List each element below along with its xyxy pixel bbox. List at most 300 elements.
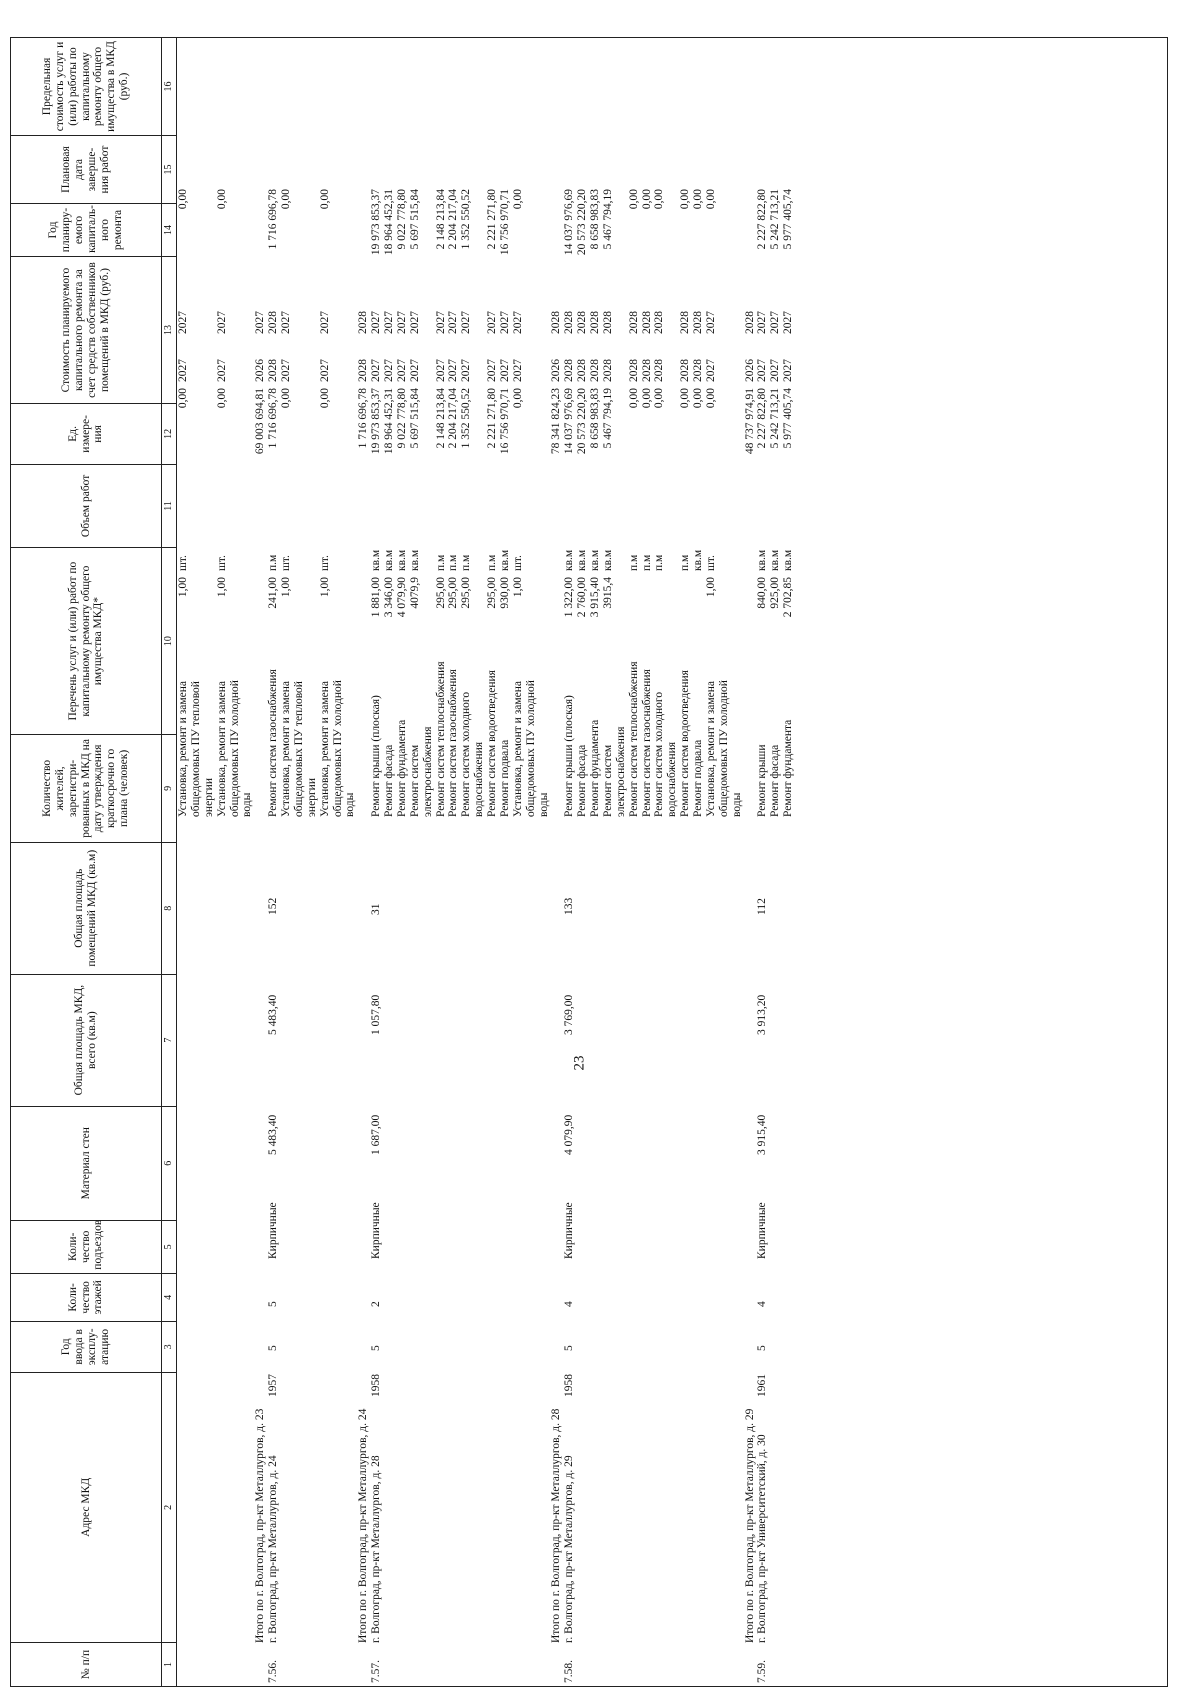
repair-year: 2027 [395,359,408,382]
table-row [653,36,679,1686]
work-unit: кв.м [370,549,383,571]
work-item: Установка, ремонт и замена общедомовых ПУ холодной воды [318,680,357,817]
completion-date: 2028 [627,311,640,334]
object-built-year: 1961 [756,1374,769,1397]
completion-date: 2027 [370,311,383,334]
object-row [563,36,576,1686]
work-item: Ремонт систем теплоснабжения [627,661,640,817]
col-number: 5 [162,1220,177,1273]
work-unit: кв.м [563,549,576,571]
page-number: 23 [571,1055,588,1071]
completion-date: 2027 [395,311,408,334]
limit-cost: 5 697 515,84 [408,189,421,250]
repair-year: 2028 [601,359,614,382]
work-unit: п.м [653,554,666,571]
work-cost: 20 573 220,20 [576,388,589,455]
limit-cost: 20 573 220,20 [576,189,589,256]
limit-cost: 1 716 696,78 [267,189,280,250]
completion-date: 2027 [756,311,769,334]
work-unit: кв.м [589,549,601,571]
completion-date: 2028 [576,311,589,334]
repair-year: 2028 [589,359,601,382]
object-wall-material: Кирпичные [370,1202,383,1259]
work-cost: 0,00 [640,388,653,409]
total-year: 2026 [254,359,267,382]
repair-year: 2028 [627,359,640,382]
table-row [589,36,602,1686]
header-row [11,38,162,1687]
work-unit: кв.м [756,549,769,571]
limit-cost: 5 467 794,19 [601,189,614,250]
repair-year: 2027 [756,359,769,382]
repair-year: 2027 [486,359,498,382]
object-wall-material: Кирпичные [563,1202,576,1259]
repair-year: 2027 [408,359,421,382]
repair-year: 2027 [383,359,395,382]
table-body [177,38,1168,1687]
total-year: 2026 [550,359,563,382]
repair-year: 2028 [653,359,666,382]
col-number: 6 [162,1106,177,1220]
col-header-floors: Коли-чество этажей [11,1273,162,1321]
col-header-unit: Ед. измере-ния [11,404,162,464]
col-header-built: Год ввода в эксплу-атацию [11,1322,162,1373]
work-item: Установка, ремонт и замена общедомовых ПУ тепловой энергии [280,681,318,817]
limit-cost: 0,00 [627,189,640,210]
work-volume: 2 760,00 [576,577,589,618]
object-number: 7.57. [370,1660,383,1683]
capital-repair-table [10,37,1168,1687]
completion-date: 2027 [177,311,189,334]
limit-cost: 5 977 405,74 [782,189,795,250]
object-built-year: 1958 [370,1374,383,1397]
work-volume: 1,00 [215,577,228,598]
col-number: 15 [162,135,177,203]
work-cost: 5 242 713,21 [769,388,782,449]
work-item: Ремонт систем электроснабжения [408,726,434,817]
object-number: 7.56. [267,1660,280,1683]
completion-date: 2027 [511,311,524,334]
limit-cost: 0,00 [511,189,524,210]
object-residents: 112 [756,898,769,915]
object-wall-material: Кирпичные [267,1202,280,1259]
repair-year: 2027 [370,359,383,382]
repair-year: 2027 [460,359,473,382]
limit-cost: 5 242 713,21 [769,189,782,250]
completion-date: 2027 [498,311,511,334]
object-floors: 5 [267,1345,280,1351]
table-row [396,36,409,1686]
work-item: Ремонт подвала [692,739,704,817]
table-row [769,36,782,1686]
table-row [435,36,448,1686]
table-row [782,36,795,1686]
work-item: Установка, ремонт и замена общедомовых ПУ холодной воды [704,680,743,817]
repair-year: 2028 [563,359,576,382]
work-unit: кв.м [692,549,704,571]
work-cost: 0,00 [280,388,292,409]
object-address: г. Волгоград, пр-кт Университетский, д. 30 [756,1434,769,1643]
work-item: Ремонт фасада [769,744,782,817]
col-header-completion-date: Плановая дата заверше-ния работ [11,135,162,203]
col-number: 8 [162,842,177,974]
total-date: 2028 [550,311,563,334]
completion-date: 2028 [640,311,653,334]
col-number: 2 [162,1372,177,1642]
work-cost: 18 964 452,31 [383,388,395,455]
work-volume: 2 702,85 [782,577,795,618]
object-address: г. Волгоград, пр-кт Металлургов, д. 28 [370,1455,383,1643]
completion-date: 2028 [267,311,280,334]
repair-year: 2027 [498,359,511,382]
limit-cost: 18 964 452,31 [383,189,395,256]
object-premises-area: 1 057,80 [370,994,383,1035]
work-unit: кв.м [395,549,408,571]
work-unit: п.м [447,554,460,571]
col-header-residents: Количество жителей, зарегистри-рованных в МКД на дату утверждения краткосрочно го плана (человек) [11,735,162,843]
work-cost: 8 658 983,83 [589,388,601,449]
col-number: 16 [162,38,177,136]
object-total-area: 5 483,40 [267,1114,280,1155]
col-header-entrances: Коли-чество подъездов [11,1220,162,1273]
work-cost: 1 352 550,52 [460,388,473,449]
work-volume [653,574,679,650]
work-item: Ремонт систем холодного водоснабжения [460,691,486,817]
work-item: Ремонт подвала [498,739,511,817]
table-row [216,36,255,1686]
col-number: 1 [162,1643,177,1687]
object-row [370,36,383,1686]
table-row [460,36,486,1686]
limit-cost: 1 352 550,52 [460,189,473,250]
table-row [177,36,216,1686]
work-item: Ремонт фундамента [395,719,408,817]
completion-date: 2027 [280,311,292,334]
col-number: 3 [162,1322,177,1373]
table-row [679,36,692,1686]
object-wall-material: Кирпичные [756,1202,769,1259]
table-row [705,36,744,1686]
object-entrances: 4 [756,1301,769,1307]
work-unit: кв.м [408,549,421,571]
work-volume: 925,00 [769,577,782,609]
object-premises-area: 5 483,40 [267,994,280,1035]
work-item: Ремонт крыши (плоская) [370,695,383,817]
work-volume: 1,00 [318,577,331,598]
work-unit: шт. [215,555,228,571]
work-item: Ремонт фундамента [589,719,601,817]
completion-date: 2027 [318,311,331,334]
table-row [447,36,460,1686]
col-header-volume: Объем работ [11,464,162,548]
work-volume: 1,00 [511,577,524,598]
total-label: Итого по г. Волгоград, пр-кт Металлургов, д. 28 [550,1408,563,1643]
col-number: 12 [162,404,177,464]
work-unit: п.м [434,554,447,571]
work-volume [692,574,705,650]
work-item: Ремонт систем водоотведения [679,670,692,817]
object-floors: 5 [563,1345,576,1351]
total-label: Итого по г. Волгоград, пр-кт Металлургов, д. 23 [254,1408,267,1643]
completion-date: 2027 [460,311,473,334]
total-row [550,36,563,1686]
work-unit: п.м [267,554,280,571]
work-cost: 0,00 [511,388,524,409]
repair-year: 2027 [434,359,447,382]
limit-cost: 0,00 [679,189,692,210]
object-total-area: 1 687,00 [370,1114,383,1155]
work-volume: 3915,4 [601,577,614,609]
completion-date: 2027 [383,311,395,334]
work-item: Ремонт фундамента [782,719,795,817]
table-row [641,36,654,1686]
repair-year: 2027 [511,359,524,382]
object-entrances: 2 [370,1301,383,1307]
work-unit: шт. [318,555,331,571]
repair-year: 2028 [640,359,653,382]
work-volume: 241,00 [267,577,280,609]
table-row [409,36,435,1686]
col-number: 7 [162,974,177,1106]
work-cost: 2 148 213,84 [434,388,447,449]
work-cost: 5 467 794,19 [601,388,614,449]
completion-date: 2027 [447,311,460,334]
object-address: г. Волгоград, пр-кт Металлургов, д. 24 [267,1455,280,1643]
work-cost: 5 697 515,84 [408,388,421,449]
table-body-content [177,38,1167,1686]
work-cost: 2 204 217,04 [447,388,460,449]
completion-date: 2028 [679,311,692,334]
total-cost: 48 737 974,91 [743,388,756,455]
object-residents: 152 [267,897,280,915]
total-row [744,36,757,1686]
col-header-works: Перечень услуг и (или) работ по капитальному ремонту общего имущества МКД* [11,548,162,735]
work-cost: 0,00 [679,388,692,409]
work-unit: кв.м [769,549,782,571]
completion-date: 2027 [434,311,447,334]
total-year: 2026 [743,359,756,382]
work-unit: п.м [627,554,640,571]
limit-cost: 2 204 217,04 [447,189,460,250]
col-header-repair-year: Год планиру-емого капиталь-ного ремонта [11,204,162,257]
completion-date: 2027 [215,311,228,334]
table-row [602,36,628,1686]
repair-year: 2027 [177,359,189,382]
work-cost: 0,00 [627,388,640,409]
work-volume: 3 915,40 [589,577,601,618]
table-row [486,36,499,1686]
col-header-limit-cost: Предельная стоимость услуг и (или) работы по капитальному ремонту общего имущества в МКД (руб.) [11,38,162,136]
column-number-row [162,38,177,1687]
work-cost: 5 977 405,74 [782,388,795,449]
work-volume [628,574,641,650]
work-cost: 14 037 976,69 [563,388,576,455]
object-premises-area: 3 769,00 [563,994,576,1035]
table-row [576,36,589,1686]
table-row [280,36,319,1686]
total-date: 2028 [357,311,370,334]
object-floors: 5 [370,1345,383,1351]
work-volume: 1 881,00 [370,577,383,618]
limit-cost: 0,00 [640,189,653,210]
work-unit: шт. [704,555,717,571]
total-row [357,36,370,1686]
object-row [756,36,769,1686]
object-address: г. Волгоград, пр-кт Металлургов, д. 29 [563,1455,576,1643]
work-unit: кв.м [601,549,614,571]
work-cost: 0,00 [215,388,228,409]
col-number: 14 [162,204,177,257]
work-volume: 295,00 [460,577,473,609]
total-label: Итого по г. Волгоград, пр-кт Металлургов, д. 29 [743,1408,756,1643]
work-volume: 4 079,90 [395,577,408,618]
work-item: Ремонт систем водоотведения [486,670,498,817]
work-cost: 2 227 822,80 [756,388,769,449]
work-item: Ремонт систем газоснабжения [267,669,280,817]
table-row [499,36,512,1686]
object-number: 7.58. [563,1660,576,1683]
object-built-year: 1958 [563,1374,576,1397]
limit-cost: 0,00 [653,189,666,210]
work-cost: 19 973 853,37 [370,388,383,455]
table-row [512,36,551,1686]
work-volume [679,574,692,650]
work-item: Ремонт систем электроснабжения [601,726,627,817]
limit-cost: 2 148 213,84 [434,189,447,250]
work-volume: 295,00 [434,577,447,609]
work-item: Ремонт систем газоснабжения [447,669,460,817]
total-date: 2028 [743,311,756,334]
work-volume [641,574,654,650]
repair-year: 2027 [215,359,228,382]
work-volume: 840,00 [756,577,769,609]
col-number: 13 [162,256,177,403]
work-item: Установка, ремонт и замена общедомовых ПУ тепловой энергии [177,681,215,817]
repair-year: 2028 [692,359,704,382]
work-item: Ремонт систем газоснабжения [640,669,653,817]
total-year: 2028 [357,359,370,382]
work-item: Установка, ремонт и замена общедомовых ПУ холодной воды [215,680,254,817]
limit-cost: 0,00 [704,189,717,210]
work-unit: кв.м [383,549,395,571]
work-item: Ремонт крыши [756,744,769,817]
work-cost: 0,00 [318,388,331,409]
repair-year: 2027 [318,359,331,382]
limit-cost: 0,00 [692,189,704,210]
work-unit: кв.м [498,549,511,571]
table-row [319,36,358,1686]
object-residents: 31 [370,903,383,915]
repair-year: 2027 [280,359,292,382]
repair-year: 2027 [769,359,782,382]
limit-cost: 9 022 778,80 [395,189,408,250]
completion-date: 2027 [486,311,498,334]
limit-cost: 8 658 983,83 [589,189,601,250]
work-cost: 9 022 778,80 [395,388,408,449]
total-cost: 1 716 696,78 [357,388,370,449]
object-total-area: 3 915,40 [756,1114,769,1155]
limit-cost: 0,00 [177,189,189,210]
total-date: 2027 [254,311,267,334]
work-item: Ремонт фасада [576,744,589,817]
object-total-area: 4 079,90 [563,1114,576,1155]
col-header-wall-material: Материал стен [11,1106,162,1220]
repair-year: 2028 [267,359,280,382]
total-cost: 78 341 824,23 [550,388,563,455]
work-volume: 295,00 [447,577,460,609]
limit-cost: 2 221 271,80 [486,189,498,250]
col-number: 9 [162,735,177,843]
repair-year: 2027 [704,359,717,382]
limit-cost: 0,00 [215,189,228,210]
total-row [254,36,267,1686]
table-row [383,36,396,1686]
capital-repair-table-sheet [10,37,1175,1687]
work-item: Ремонт систем теплоснабжения [434,661,447,817]
work-volume: 3 346,00 [383,577,395,618]
work-volume: 1 322,00 [563,577,576,618]
work-volume: 4079,9 [408,577,421,609]
object-premises-area: 3 913,20 [756,994,769,1035]
col-number: 4 [162,1273,177,1321]
limit-cost: 19 973 853,37 [370,189,383,256]
work-item: Ремонт крыши (плоская) [563,695,576,817]
work-volume: 295,00 [486,577,498,609]
work-volume: 930,00 [498,577,511,609]
limit-cost: 0,00 [280,189,292,210]
completion-date: 2028 [589,311,601,334]
work-unit: кв.м [576,549,589,571]
work-unit: кв.м [782,549,795,571]
work-unit: шт. [280,555,292,571]
col-header-address: Адрес МКД [11,1372,162,1642]
table-row [692,36,705,1686]
object-row [267,36,280,1686]
completion-date: 2027 [782,311,795,334]
repair-year: 2028 [576,359,589,382]
table-row [628,36,641,1686]
total-label: Итого по г. Волгоград, пр-кт Металлургов, д. 24 [357,1408,370,1643]
completion-date: 2027 [408,311,421,334]
limit-cost: 2 227 822,80 [756,189,769,250]
work-cost: 0,00 [653,388,666,409]
work-unit: п.м [640,554,653,571]
work-unit: п.м [486,554,498,571]
work-item: Ремонт систем холодного водоснабжения [653,691,679,817]
object-number: 7.59. [756,1660,769,1683]
work-volume: 1,00 [177,577,189,598]
col-header-cost: Стоимость планируемого капитального ремонта за счет средств собственников помещений в МКД (руб.) [11,256,162,403]
completion-date: 2028 [601,311,614,334]
work-cost: 16 756 970,71 [498,388,511,455]
total-cost: 69 003 694,81 [254,388,267,455]
work-unit: п.м [679,554,692,571]
col-number: 10 [162,548,177,735]
work-unit: п.м [460,554,473,571]
object-floors: 5 [756,1345,769,1351]
repair-year: 2027 [447,359,460,382]
completion-date: 2028 [563,311,576,334]
col-header-premises-area: Общая площадь помещений МКД (кв.м) [11,842,162,974]
col-number: 11 [162,464,177,548]
work-cost: 2 221 271,80 [486,388,498,449]
work-cost: 0,00 [692,388,704,409]
completion-date: 2027 [704,311,717,334]
col-header-number: № п/п [11,1643,162,1687]
repair-year: 2028 [679,359,692,382]
limit-cost: 16 756 970,71 [498,189,511,256]
object-built-year: 1957 [267,1374,280,1397]
